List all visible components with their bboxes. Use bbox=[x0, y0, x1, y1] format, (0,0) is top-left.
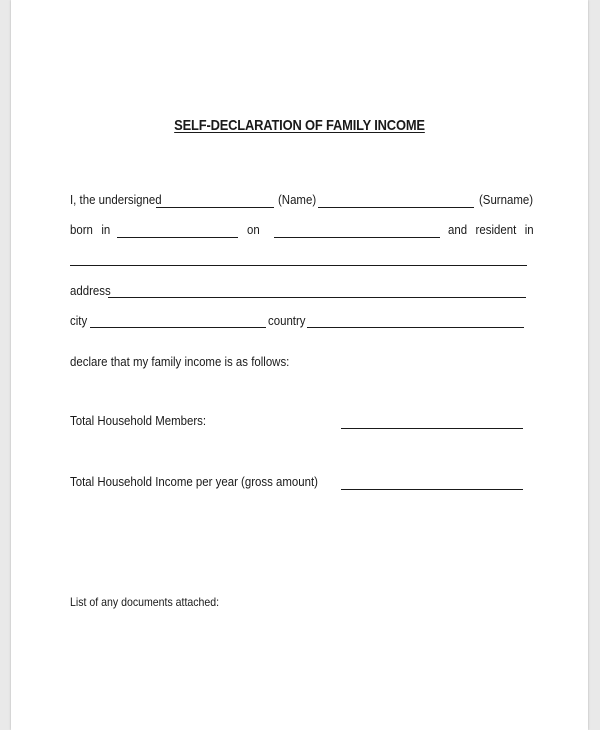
document-title bbox=[51, 117, 547, 134]
resident-in-label: and resident in bbox=[448, 222, 534, 237]
country-label: country bbox=[268, 313, 306, 328]
household-income-field[interactable] bbox=[341, 489, 523, 490]
name-field[interactable] bbox=[156, 207, 274, 208]
declaration-text: declare that my family income is as follows: bbox=[70, 354, 290, 369]
undersigned-label: I, the undersigned bbox=[70, 192, 162, 207]
documents-label: List of any documents attached: bbox=[70, 595, 220, 609]
country-field[interactable] bbox=[307, 327, 524, 328]
address-field[interactable] bbox=[108, 297, 526, 298]
document-page bbox=[11, 0, 588, 730]
residence-field[interactable] bbox=[70, 265, 527, 266]
on-label: on bbox=[247, 222, 260, 237]
title-text: SELF-DECLARATION OF FAMILY INCOME bbox=[174, 117, 425, 134]
city-label: city bbox=[70, 313, 88, 328]
city-field[interactable] bbox=[90, 327, 266, 328]
address-label: address bbox=[70, 283, 111, 298]
surname-field[interactable] bbox=[318, 207, 474, 208]
household-members-field[interactable] bbox=[341, 428, 523, 429]
name-label: (Name) bbox=[278, 192, 317, 207]
surname-label: (Surname) bbox=[479, 192, 534, 207]
born-in-label: born in bbox=[70, 222, 111, 237]
birthplace-field[interactable] bbox=[117, 237, 238, 238]
household-members-label: Total Household Members: bbox=[70, 413, 207, 428]
birthdate-field[interactable] bbox=[274, 237, 440, 238]
household-income-label: Total Household Income per year (gross amount) bbox=[70, 474, 318, 489]
